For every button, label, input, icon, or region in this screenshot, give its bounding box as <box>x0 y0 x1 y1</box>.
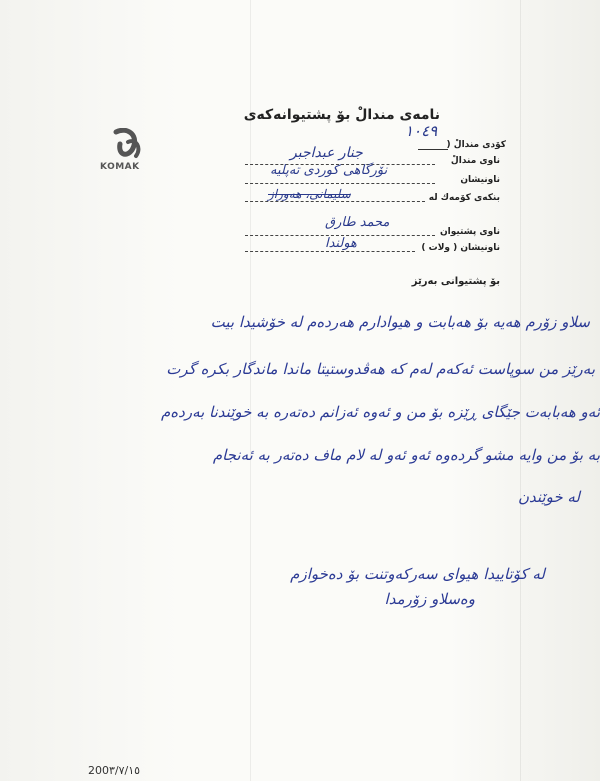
letter-line-3: ئەو هەبابەت جێگای ڕێزە بۆ من و ئەوە ئەزانم دەتەرە بە خوێندنا بەردەم <box>161 403 600 421</box>
sponsor-country-rule <box>245 251 415 252</box>
paper-crease <box>520 0 521 781</box>
letter-date: 200٣/٧/١٥ <box>88 764 141 777</box>
letter-line-6: لە کۆتاییدا هیوای سەرکەوتنت بۆ دەخوازم <box>290 565 545 583</box>
letter-line-2: بەرێز من سوپاست ئەکەم لەم کە هەڤدوستیتا ماندا ماندگار بکرە گرت <box>166 360 595 378</box>
letter-line-5: لە خوێندن <box>518 488 580 506</box>
child-name-label: ناوی مندالْ <box>450 156 500 166</box>
address-rule <box>245 183 435 184</box>
komak-logo-icon <box>96 128 166 180</box>
aid-center-rule <box>245 201 425 202</box>
letter-line-7: وەسلاو زۆرمدا <box>384 590 475 608</box>
sponsor-country-value: هولندا <box>325 236 357 251</box>
aid-center-value: سلیمانی، هەوراز <box>268 187 351 201</box>
address-label: ناونیشان <box>460 175 500 185</box>
sponsor-name-label: ناوی پشتیوان <box>439 227 500 237</box>
logo-wordmark: KOMAK <box>100 162 140 172</box>
letter-line-1: سلاو زۆرم هەیە بۆ هەبابت و هیوادارم هەردەم لە خۆشیدا بیت <box>210 313 590 331</box>
aid-center-label: بنکەی کۆمەك لە <box>428 193 500 203</box>
sponsor-country-label: ناونیشان ( ولات ) <box>421 243 500 253</box>
child-code-label: كۆدى مندالْ ( <box>446 140 506 150</box>
form-title: نامەی مندالْ بۆ پشتیوانەکەی <box>243 107 440 123</box>
letter-line-4: بە بۆ من وایە مشو گردەوە ئەو ئەو لە لام ماف دەتەر بە ئەنجام <box>212 446 600 464</box>
child-name-value: جنار عبداجبر <box>290 145 363 161</box>
child-code-box <box>418 140 448 150</box>
salutation-label: بۆ پشتیوانی بەرێز <box>411 276 500 287</box>
address-value: نۆرگاهی کوردی تەپلیە <box>270 163 388 178</box>
sponsor-name-value: محمد طارق <box>325 215 390 230</box>
child-code-value: ١٠٤٩ <box>405 122 438 140</box>
